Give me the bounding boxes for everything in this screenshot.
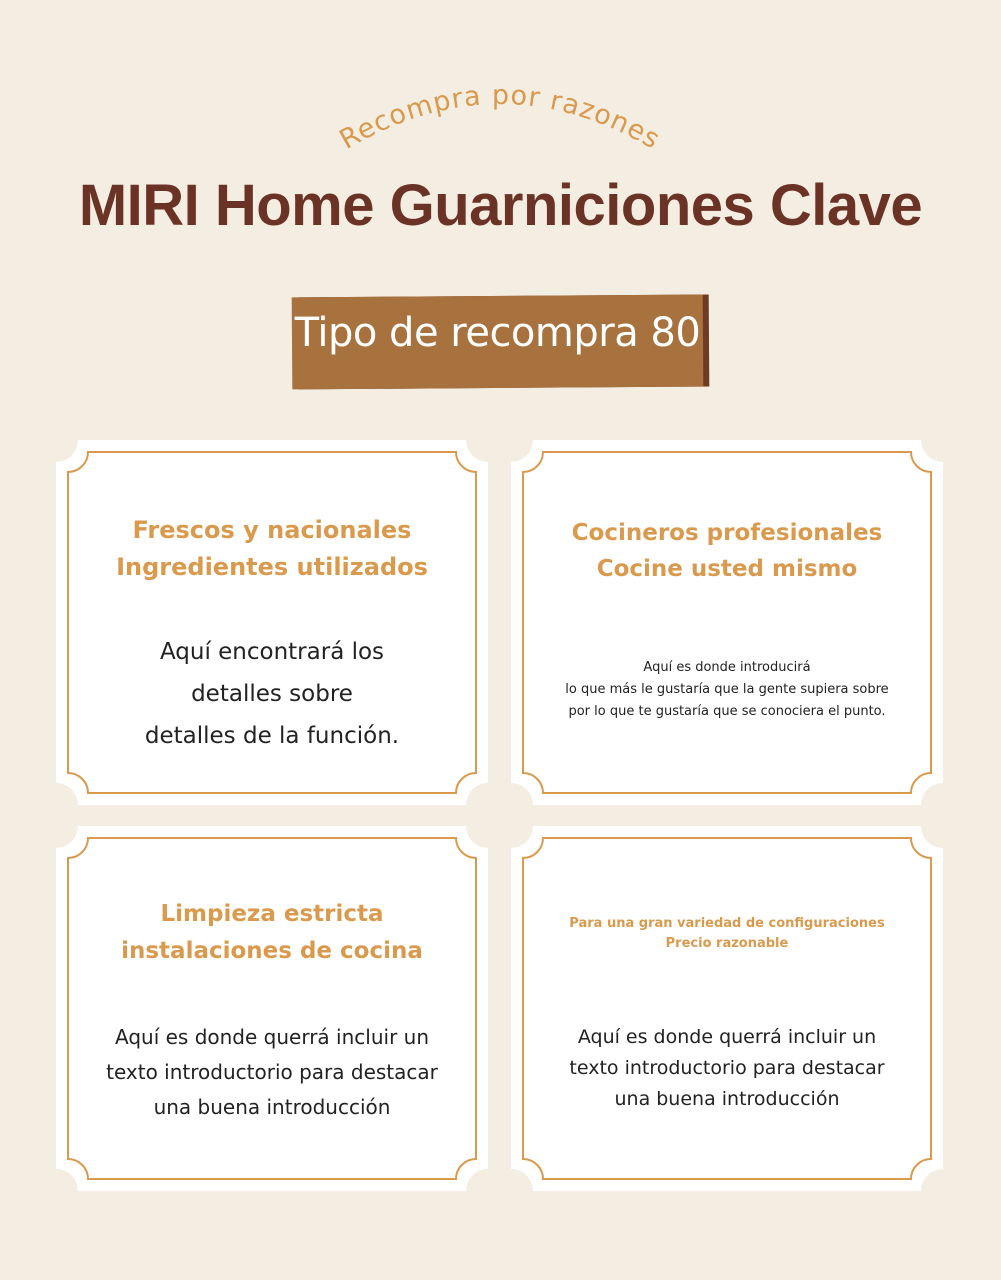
card-title: Para una gran variedad de configuraciones Precio razonable — [569, 916, 885, 951]
card-title: Limpieza estricta instalaciones de cocina — [121, 901, 423, 964]
banner-label: Tipo de recompra 80 — [294, 310, 701, 356]
feature-card — [56, 440, 488, 805]
card-body: Aquí es donde querrá incluir un texto introductorio para destacar una buena introducción — [569, 1026, 885, 1110]
card-title: Frescos y nacionales Ingredientes utilizados — [116, 516, 428, 581]
feature-card — [56, 826, 488, 1191]
arc-subtitle-wrap — [0, 0, 1001, 200]
feature-card — [511, 826, 943, 1191]
feature-card — [511, 440, 943, 805]
card-body: Aquí es donde querrá incluir un texto introductorio para destacar una buena introducción — [106, 1025, 438, 1119]
card-title: Cocineros profesionales Cocine usted mismo — [571, 520, 883, 582]
card-body: Aquí es donde introducirá lo que más le gustaría que la gente supiera sobre por lo que te gustaría que se conociera el punto. — [565, 660, 889, 719]
card-body: Aquí encontrará los detalles sobre detalles de la función. — [144, 639, 400, 749]
page-title: MIRI Home Guarniciones Clave — [78, 173, 923, 238]
arc-subtitle: Recompra por razones — [334, 79, 666, 156]
